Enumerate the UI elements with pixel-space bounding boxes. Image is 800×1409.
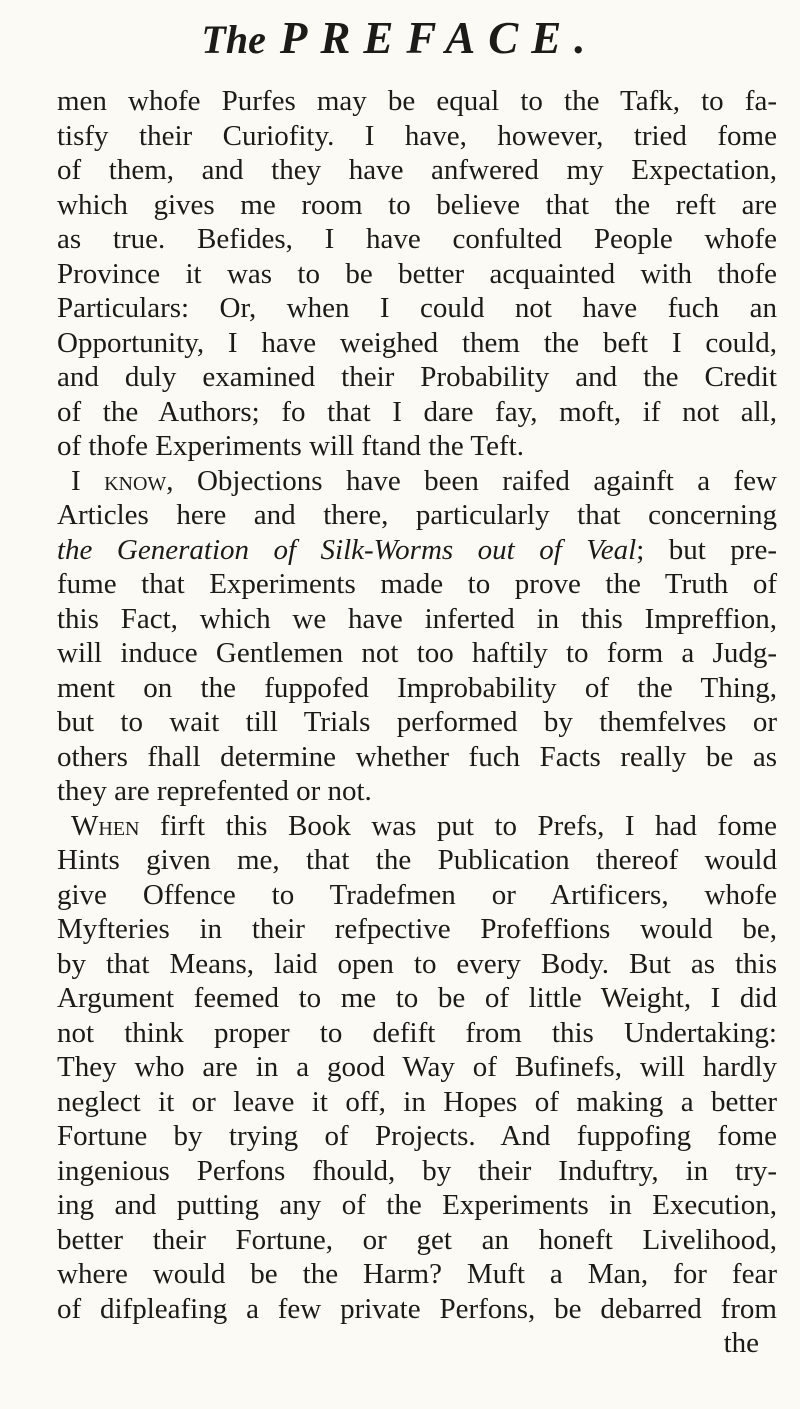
text-line: tisfy their Curiofity. I have, however, tried fome — [57, 119, 777, 152]
text-line: and duly examined their Probability and the Credit — [57, 361, 777, 393]
text-line — [57, 809, 777, 844]
running-head-the: The — [201, 17, 266, 62]
running-head — [0, 8, 800, 70]
line-rest: firft this Book was put to Prefs, I had fome — [139, 809, 777, 842]
small-caps-lead: When — [71, 809, 140, 842]
text-line: but to wait till Trials performed by themfelves or — [57, 706, 777, 738]
text-line: Myfteries in their refpective Profeffions would be, — [57, 913, 777, 945]
running-head-title: PREFACE. — [279, 13, 599, 63]
text-line: others fhall determine whether fuch Facts really be as — [57, 740, 777, 773]
text-line: better their Fortune, or get an honeft Livelihood, — [57, 1223, 777, 1256]
text-line: by that Means, laid open to every Body. But as this — [57, 947, 777, 980]
catchword: the — [723, 1327, 759, 1359]
text-line: fume that Experiments made to prove the Truth of — [57, 568, 777, 600]
text-line: ment on the fuppofed Improbability of the Thing, — [57, 671, 777, 704]
text-line: as true. Befides, I have confulted People whofe — [57, 223, 777, 255]
text-line — [57, 533, 777, 568]
text-line: of them, and they have anfwered my Expectation, — [57, 154, 777, 186]
line-rest: Objections have been raifed againft a few — [173, 464, 777, 497]
text-line: neglect it or leave it off, in Hopes of making a better — [57, 1085, 777, 1118]
text-line: Opportunity, I have weighed them the beft I could, — [57, 326, 777, 359]
small-caps-lead: I know, — [71, 464, 174, 497]
text-line: give Offence to Tradefmen or Artificers, whofe — [57, 878, 777, 911]
text-line: men whofe Purfes may be equal to the Tafk, to fa- — [57, 85, 777, 117]
text-line: Argument feemed to me to be of little Weight, I did — [57, 982, 777, 1014]
text-line: ingenious Perfons fhould, by their Induftry, in try- — [57, 1154, 777, 1187]
text-line: of the Authors; fo that I dare fay, moft, if not all, — [57, 395, 777, 428]
text-line: where would be the Harm? Muft a Man, for fear — [57, 1258, 777, 1290]
text-line: they are reprefented or not. — [57, 775, 372, 807]
italic-phrase: the Generation of Silk-Worms out of Veal — [57, 533, 637, 566]
text-line — [57, 464, 777, 499]
text-line: They who are in a good Way of Bufinefs, will hardly — [57, 1051, 777, 1083]
text-line: this Fact, which we have inferted in this Impreffion, — [57, 602, 777, 635]
text-line: will induce Gentlemen not too haftily to form a Judg- — [57, 637, 777, 669]
text-line: Particulars: Or, when I could not have fuch an — [57, 292, 777, 324]
line-rest: ; but pre- — [636, 533, 777, 566]
text-line: of thofe Experiments will ftand the Teft. — [57, 430, 524, 462]
text-line: Fortune by trying of Projects. And fuppofing fome — [57, 1120, 777, 1152]
text-line: Hints given me, that the Publication thereof would — [57, 844, 777, 876]
text-line: ing and putting any of the Experiments in Execution, — [57, 1189, 777, 1221]
text-line: not think proper to defift from this Undertaking: — [57, 1016, 777, 1049]
body-text — [57, 84, 777, 1361]
text-line: of difpleafing a few private Perfons, be debarred from — [57, 1292, 777, 1325]
text-line: which gives me room to believe that the reft are — [57, 188, 777, 221]
text-line: Articles here and there, particularly that concerning — [57, 499, 777, 531]
text-line: Province it was to be better acquainted with thofe — [57, 257, 777, 290]
